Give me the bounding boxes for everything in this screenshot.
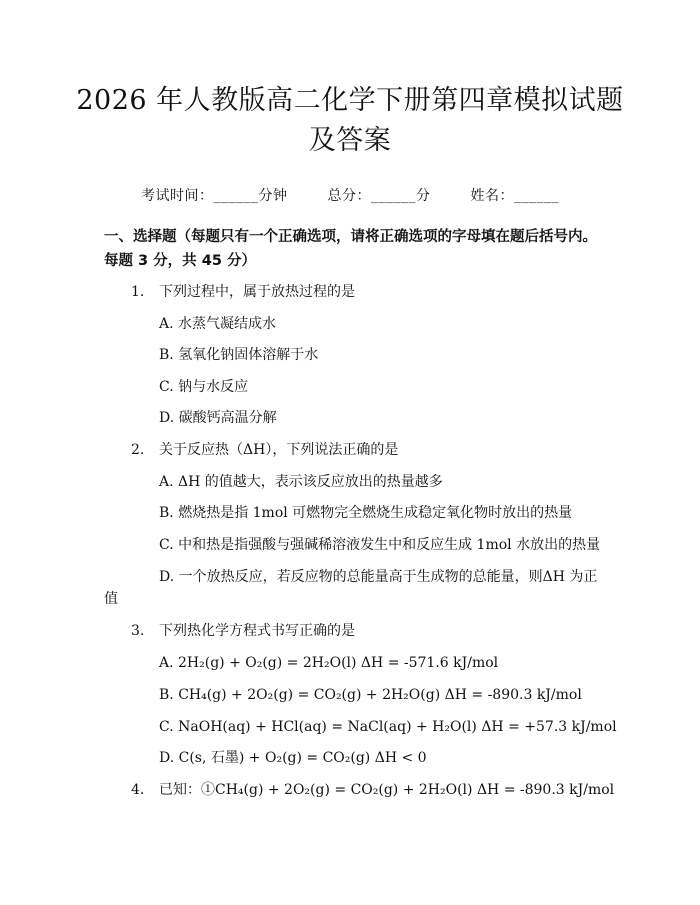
q2-option-c: C. 中和热是指强酸与强碱稀溶液发生中和反应生成 1mol 水放出的热量 — [159, 537, 601, 553]
question-stem: 下列过程中，属于放热过程的是 — [159, 284, 355, 300]
q1-option-b: B. 氢氧化钠固体溶解于水 — [159, 347, 319, 363]
question-number: 2. — [131, 442, 145, 458]
q1-option-d: D. 碳酸钙高温分解 — [159, 410, 277, 426]
question-4 — [131, 780, 614, 800]
question-number: 1. — [131, 284, 145, 300]
q3-option-d: D. C(s, 石墨) + O₂(g) = CO₂(g) ΔH < 0 — [159, 750, 427, 766]
exam-time: 考试时间：______分钟 — [141, 188, 288, 204]
question-number: 3. — [131, 623, 145, 639]
question-number: 4. — [131, 782, 145, 798]
total-score: 总分：______分 — [327, 188, 431, 204]
q2-option-a: A. ΔH 的值越大，表示该反应放出的热量越多 — [159, 474, 443, 490]
q2-option-d: D. 一个放热反应，若反应物的总能量高于生成物的总能量，则ΔH 为正 — [159, 569, 598, 585]
q3-option-c: C. NaOH(aq) + HCl(aq) = NaCl(aq) + H₂O(l) ΔH = +57.3 kJ/mol — [159, 719, 617, 735]
student-name: 姓名：______ — [470, 188, 559, 204]
title-line-2: 及答案 — [308, 125, 392, 156]
question-3 — [131, 621, 355, 641]
title-line-1: 2026 年人教版高二化学下册第四章模拟试题 — [76, 85, 624, 116]
q3-option-b: B. CH₄(g) + 2O₂(g) = CO₂(g) + 2H₂O(g) ΔH = -890.3 kJ/mol — [159, 687, 582, 703]
q1-option-c: C. 钠与水反应 — [159, 379, 249, 395]
exam-meta — [0, 185, 700, 205]
q3-option-a: A. 2H₂(g) + O₂(g) = 2H₂O(l) ΔH = -571.6 kJ/mol — [159, 655, 499, 671]
q2-option-b: B. 燃烧热是指 1mol 可燃物完全燃烧生成稳定氧化物时放出的热量 — [159, 505, 573, 521]
question-2 — [131, 440, 398, 460]
document-title — [0, 0, 700, 161]
section-heading: 一、选择题（每题只有一个正确选项，请将正确选项的字母填在题后括号内。每题 3 分，共 45 分） — [104, 229, 597, 269]
question-stem: 关于反应热（ΔH），下列说法正确的是 — [159, 442, 399, 458]
q2-option-d-wrap: 值 — [104, 591, 118, 607]
question-stem: 下列热化学方程式书写正确的是 — [159, 623, 355, 639]
q1-option-a: A. 水蒸气凝结成水 — [159, 316, 277, 332]
question-stem: 已知：①CH₄(g) + 2O₂(g) = CO₂(g) + 2H₂O(l) ΔH = -890.3 kJ/mol — [159, 782, 615, 798]
question-1 — [131, 282, 355, 302]
